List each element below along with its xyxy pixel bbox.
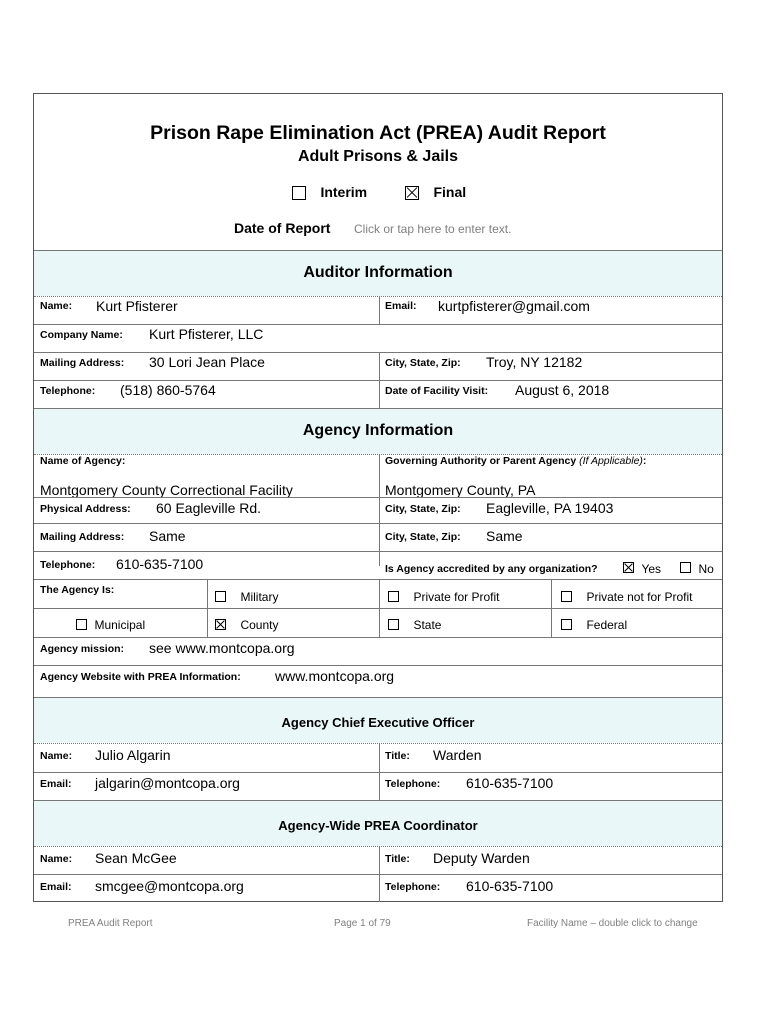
footer-facility-name[interactable]: Facility Name – double click to change [527,918,698,929]
accredited-yes-label: Yes [641,562,662,576]
report-subtitle: Adult Prisons & Jails [297,148,459,165]
coordinator-email: smcgee@montcopa.org [95,878,244,894]
type-federal-checkbox[interactable] [561,619,572,630]
agency-csz: Eagleville, PA 19403 [486,500,614,516]
type-private-profit-label: Private for Profit [413,590,500,604]
audit-report-form [33,93,723,902]
type-private-profit-option[interactable] [388,588,499,606]
accredited-label: Is Agency accredited by any organization? [385,563,598,575]
coordinator-name-label: Name: [40,853,73,865]
auditor-email-label: Email: [385,300,417,312]
interim-checkbox[interactable] [292,186,306,200]
type-municipal-label: Municipal [94,618,146,632]
type-municipal-checkbox[interactable] [76,619,87,630]
auditor-section-title: Auditor Information [303,264,453,281]
company-label: Company Name: [40,329,123,341]
ceo-email: jalgarin@montcopa.org [95,775,240,791]
ceo-section-title: Agency Chief Executive Officer [281,715,475,730]
coordinator-title: Deputy Warden [433,850,530,866]
final-checkbox[interactable] [405,186,419,200]
interim-label: Interim [320,184,368,200]
accredited-yes-checkbox[interactable] [623,562,634,573]
report-title: Prison Rape Elimination Act (PREA) Audit Report [150,122,606,144]
type-private-nonprofit-checkbox[interactable] [561,591,572,602]
visit-date-label: Date of Facility Visit: [385,385,489,397]
agency-name: Montgomery County Correctional Facility [40,482,293,498]
accredited-no-option[interactable] [680,559,714,577]
divider [34,296,722,297]
auditor-name: Kurt Pfisterer [96,298,178,314]
type-private-nonprofit-label: Private not for Profit [586,590,693,604]
type-county-label: County [240,618,279,632]
date-of-report-field[interactable]: Click or tap here to enter text. [354,222,512,236]
type-municipal-option[interactable] [76,616,145,634]
ceo-name-label: Name: [40,750,73,762]
agency-mailing-label: Mailing Address: [40,531,125,543]
footer-left: PREA Audit Report [68,918,153,929]
website-label: Agency Website with PREA Information: [40,671,241,683]
ceo-title-label: Title: [385,750,410,762]
company-name: Kurt Pfisterer, LLC [149,326,264,342]
coordinator-title-label: Title: [385,853,410,865]
auditor-csz-label: City, State, Zip: [385,357,461,369]
governing-authority: Montgomery County, PA [385,482,536,498]
final-option[interactable] [405,184,466,202]
visit-date: August 6, 2018 [515,382,610,398]
accredited-yes-option[interactable] [623,559,661,577]
type-state-option[interactable] [388,616,441,634]
governing-authority-label: Governing Authority or Parent Agency (If Applicable): [385,455,647,467]
auditor-phone-label: Telephone: [40,385,96,397]
agency-phone-label: Telephone: [40,559,96,571]
agency-mailing: Same [149,528,186,544]
coordinator-email-label: Email: [40,881,72,893]
mission-value: see www.montcopa.org [149,640,295,656]
agency-section-title: Agency Information [302,422,454,439]
coordinator-name: Sean McGee [95,850,177,866]
auditor-mailing: 30 Lori Jean Place [149,354,265,370]
coordinator-phone: 610-635-7100 [466,878,554,894]
agency-name-label: Name of Agency: [40,455,126,467]
coordinator-phone-label: Telephone: [385,881,441,893]
agency-csz2: Same [486,528,523,544]
type-military-option[interactable] [215,588,278,606]
accredited-no-checkbox[interactable] [680,562,691,573]
interim-option[interactable] [292,184,367,202]
type-military-label: Military [240,590,279,604]
auditor-csz: Troy, NY 12182 [486,354,583,370]
ceo-phone: 610-635-7100 [466,775,554,791]
type-county-option[interactable] [215,616,278,634]
physical-address: 60 Eagleville Rd. [156,500,262,516]
auditor-phone: (518) 860-5764 [120,382,216,398]
type-state-checkbox[interactable] [388,619,399,630]
ceo-phone-label: Telephone: [385,778,441,790]
footer-page-number: Page 1 of 79 [334,918,391,929]
agency-csz2-label: City, State, Zip: [385,531,461,543]
mission-label: Agency mission: [40,643,125,655]
ceo-name: Julio Algarin [95,747,171,763]
type-county-checkbox[interactable] [215,619,226,630]
final-label: Final [433,184,467,200]
accredited-no-label: No [698,562,714,576]
type-federal-label: Federal [586,618,628,632]
ceo-email-label: Email: [40,778,72,790]
physical-address-label: Physical Address: [40,503,131,515]
auditor-mailing-label: Mailing Address: [40,357,125,369]
auditor-email: kurtpfisterer@gmail.com [438,298,590,314]
coordinator-section-title: Agency-Wide PREA Coordinator [278,818,478,833]
agency-csz-label: City, State, Zip: [385,503,461,515]
website-value[interactable]: www.montcopa.org [275,668,395,684]
type-private-nonprofit-option[interactable] [561,588,693,606]
auditor-name-label: Name: [40,300,73,312]
type-federal-option[interactable] [561,616,627,634]
agency-phone: 610-635-7100 [116,556,204,572]
agency-is-label: The Agency Is: [40,584,115,596]
date-of-report-label: Date of Report [234,220,331,236]
type-private-profit-checkbox[interactable] [388,591,399,602]
ceo-title: Warden [433,747,482,763]
type-military-checkbox[interactable] [215,591,226,602]
type-state-label: State [413,618,442,632]
